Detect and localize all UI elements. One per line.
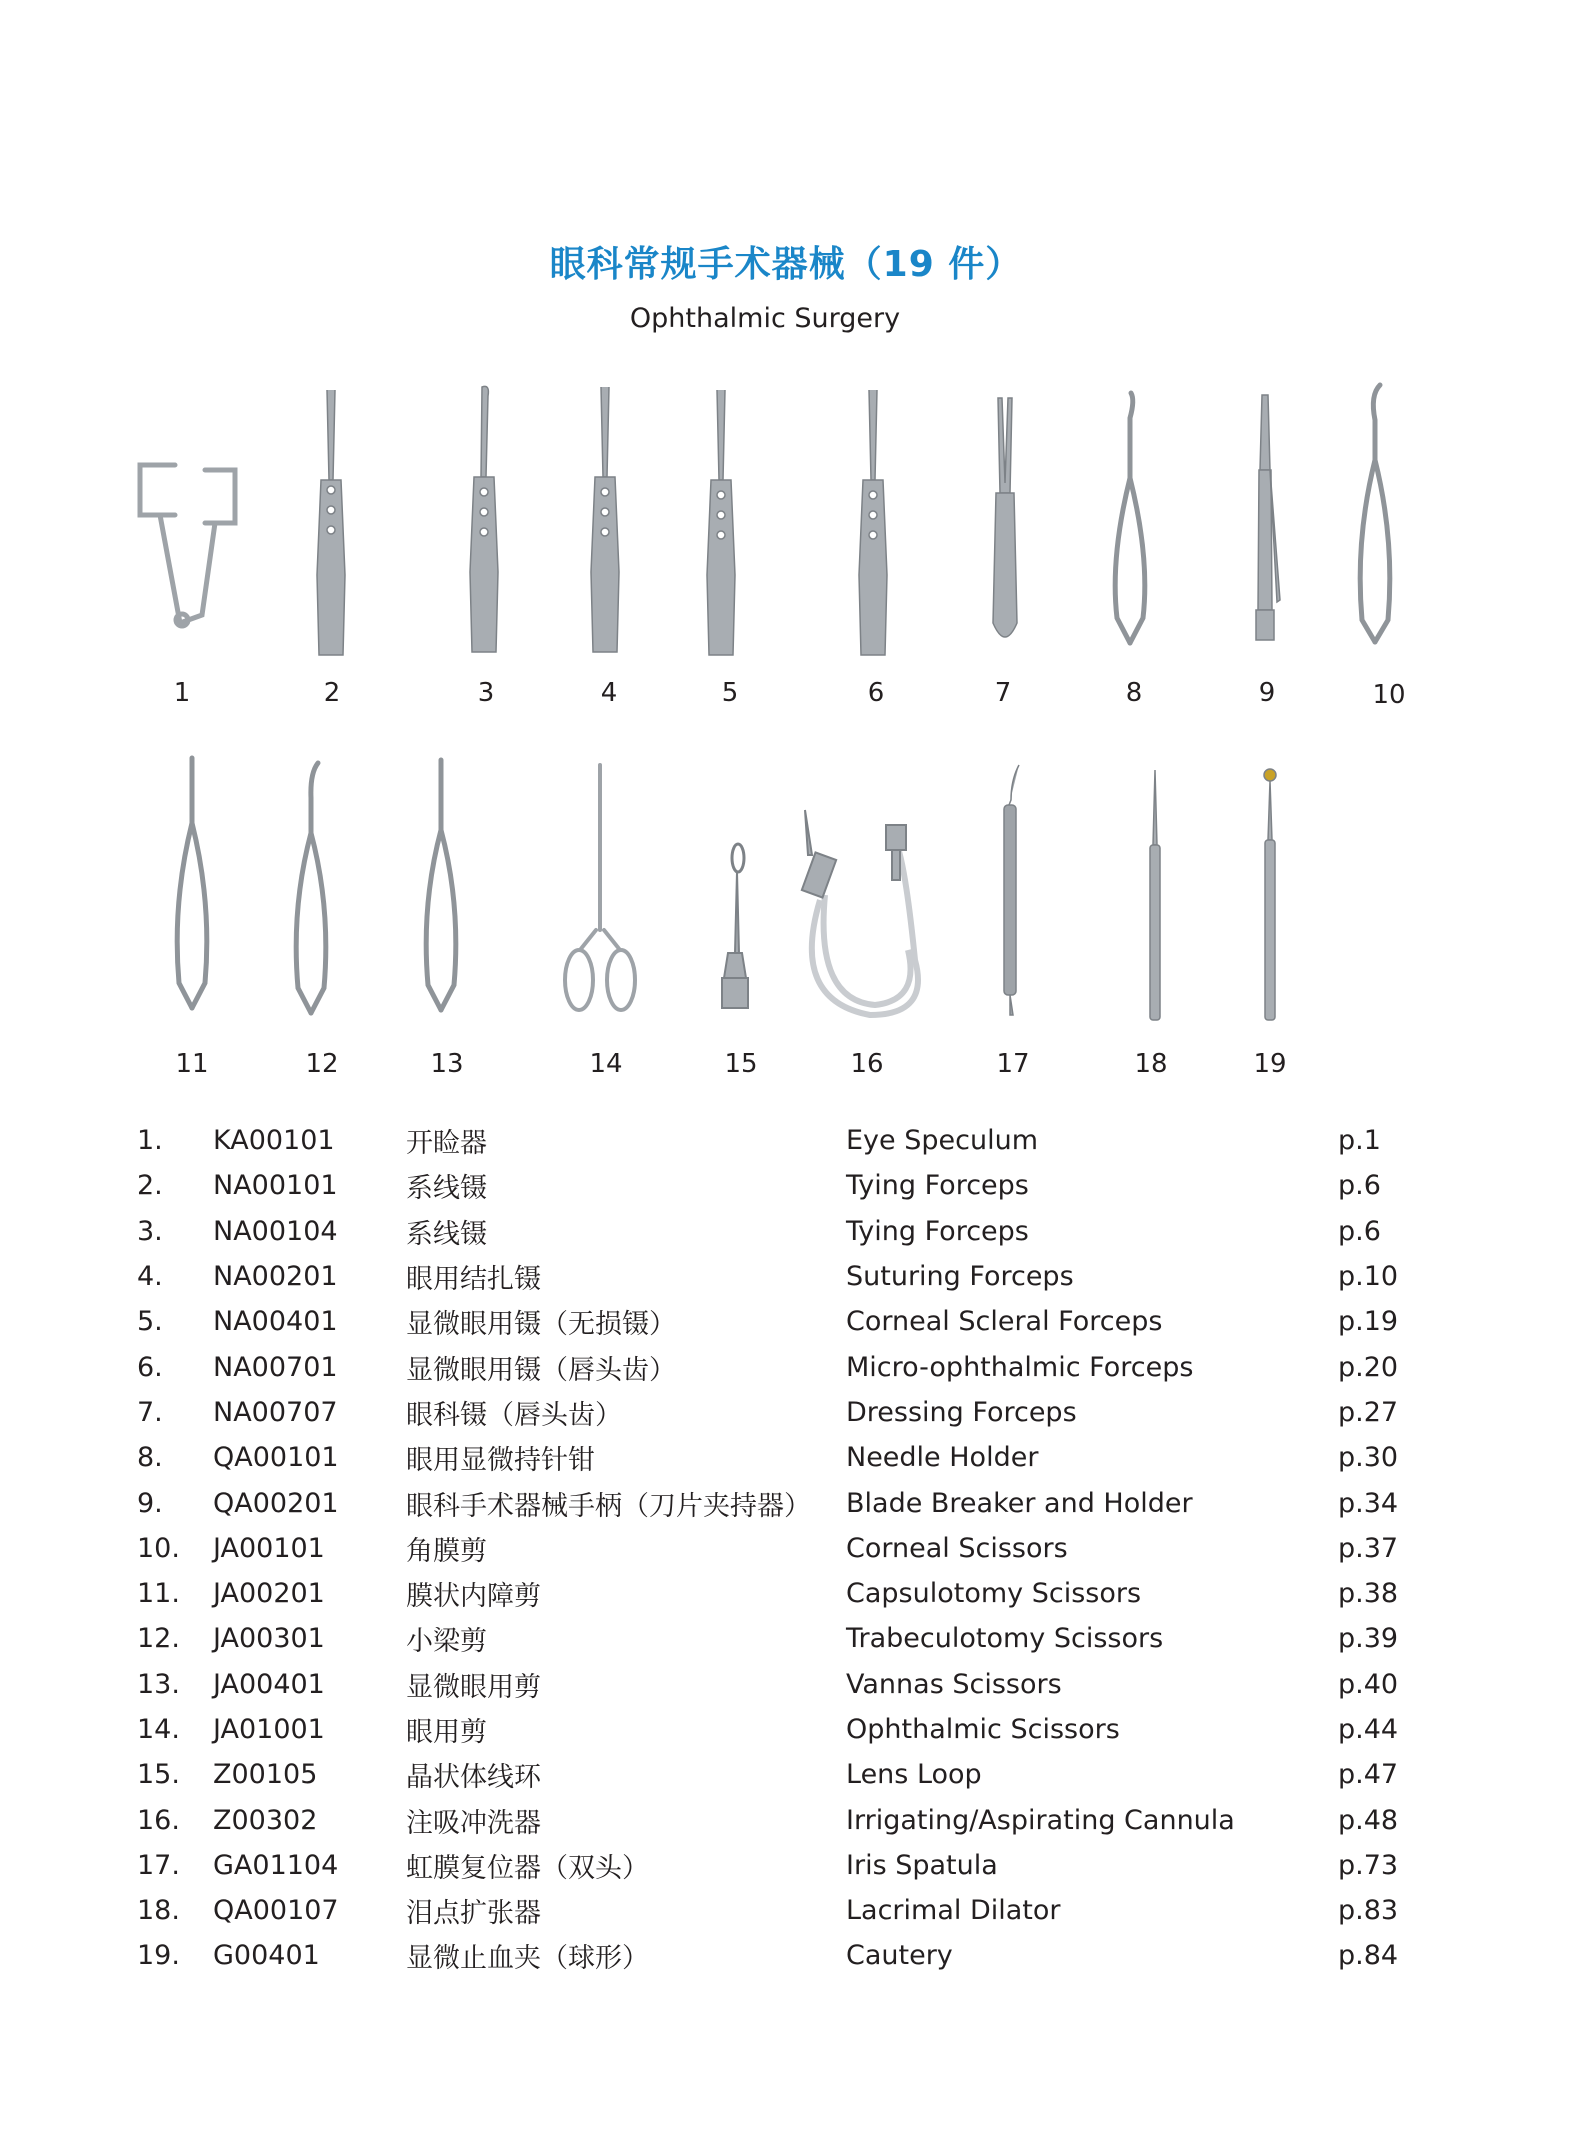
- item-code: JA01001: [213, 1714, 325, 1745]
- instrument-number: 3: [477, 678, 495, 708]
- item-name-cn: 晶状体线环: [406, 1762, 541, 1794]
- item-name-en: Lens Loop: [846, 1759, 982, 1791]
- item-number: 4.: [137, 1261, 163, 1293]
- item-name-cn: 显微眼用剪: [406, 1671, 541, 1703]
- list-item: [137, 1163, 1408, 1208]
- instrument-number: 15: [724, 1049, 758, 1079]
- item-page: p.40: [1338, 1668, 1399, 1700]
- item-name-cn: 显微眼用镊（无损镊）: [406, 1309, 676, 1341]
- item-name-en: Trabeculotomy Scissors: [846, 1623, 1164, 1655]
- list-item: [137, 1616, 1408, 1661]
- item-name-cn: 泪点扩张器: [406, 1898, 541, 1930]
- corneal-scleral-forceps-icon: [701, 385, 741, 660]
- item-name-cn: 眼用剪: [406, 1717, 487, 1748]
- item-name-en: Ophthalmic Scissors: [846, 1714, 1120, 1745]
- dressing-forceps-icon: [988, 393, 1022, 653]
- item-name-cn: 虹膜复位器（双头）: [406, 1852, 649, 1884]
- micro-ophthalmic-forceps-icon: [853, 385, 893, 660]
- item-code: NA00101: [213, 1170, 338, 1202]
- item-name-cn: 眼用结扎镊: [406, 1264, 541, 1296]
- instrument-number: 11: [175, 1049, 209, 1079]
- item-name-en: Cautery: [846, 1940, 953, 1972]
- item-code: JA00101: [213, 1532, 325, 1564]
- item-number: 13.: [137, 1668, 180, 1700]
- item-code: GA01104: [213, 1849, 339, 1881]
- item-page: p.6: [1338, 1215, 1381, 1247]
- blade-breaker-icon: [1250, 390, 1286, 645]
- list-item: [137, 1526, 1408, 1571]
- item-number: 17.: [137, 1849, 180, 1881]
- instrument-number: 16: [850, 1049, 884, 1079]
- instrument-number: 2: [323, 678, 341, 708]
- suturing-forceps-icon: [585, 382, 625, 657]
- item-name-cn: 眼用显微持针钳: [406, 1445, 595, 1477]
- item-code: NA00707: [213, 1396, 338, 1428]
- item-number: 1.: [137, 1125, 163, 1157]
- item-page: p.39: [1338, 1623, 1399, 1655]
- list-item: [137, 1752, 1408, 1797]
- list-item: [137, 1254, 1408, 1299]
- item-page: p.44: [1338, 1714, 1399, 1745]
- item-name-en: Blade Breaker and Holder: [846, 1487, 1193, 1519]
- corneal-scissors-icon: [1350, 380, 1400, 645]
- iris-spatula-icon: [993, 760, 1027, 1020]
- list-item: [137, 1888, 1408, 1933]
- item-name-en: Vannas Scissors: [846, 1668, 1062, 1700]
- item-code: NA00701: [213, 1351, 338, 1383]
- item-name-en: Tying Forceps: [846, 1170, 1029, 1202]
- item-number: 2.: [137, 1170, 163, 1202]
- lens-loop-icon: [710, 838, 760, 1018]
- item-page: p.10: [1338, 1261, 1399, 1293]
- item-name-en: Capsulotomy Scissors: [846, 1578, 1142, 1610]
- item-number: 6.: [137, 1351, 163, 1383]
- tying-forceps-icon: [464, 382, 504, 657]
- list-item: [137, 1571, 1408, 1616]
- item-name-en: Lacrimal Dilator: [846, 1895, 1061, 1927]
- item-name-cn: 显微止血夹（球形）: [406, 1943, 649, 1975]
- item-name-en: Corneal Scissors: [846, 1532, 1068, 1564]
- item-name-cn: 系线镊: [406, 1218, 487, 1250]
- item-name-cn: 角膜剪: [406, 1535, 487, 1567]
- list-item: [137, 1480, 1408, 1525]
- list-item: [137, 1662, 1408, 1707]
- item-number: 9.: [137, 1487, 163, 1519]
- list-item: [137, 1209, 1408, 1254]
- item-code: Z00302: [213, 1804, 318, 1836]
- item-code: KA00101: [213, 1125, 335, 1157]
- instrument-number: 19: [1253, 1049, 1287, 1079]
- item-number: 8.: [137, 1442, 163, 1474]
- item-page: p.20: [1338, 1351, 1399, 1383]
- item-number: 11.: [137, 1578, 180, 1610]
- item-name-en: Micro-ophthalmic Forceps: [846, 1351, 1194, 1383]
- item-name-cn: 眼科手术器械手柄（刀片夹持器）: [406, 1490, 811, 1522]
- instrument-number: 13: [430, 1049, 464, 1079]
- page-title: 眼科常规手术器械（19 件）: [549, 244, 1023, 285]
- item-number: 12.: [137, 1623, 180, 1655]
- instrument-number: 18: [1134, 1049, 1168, 1079]
- item-name-en: Corneal Scleral Forceps: [846, 1306, 1163, 1338]
- item-number: 10.: [137, 1532, 180, 1564]
- lacrimal-dilator-icon: [1140, 765, 1170, 1025]
- capsulotomy-scissors-icon: [167, 753, 217, 1013]
- item-page: p.38: [1338, 1578, 1399, 1610]
- item-code: Z00105: [213, 1759, 318, 1791]
- ophthalmic-scissors-icon: [560, 760, 640, 1020]
- list-item: [137, 1435, 1408, 1480]
- trabeculotomy-scissors-icon: [286, 758, 336, 1018]
- cautery-icon: [1255, 760, 1285, 1025]
- instrument-number: 12: [305, 1049, 339, 1079]
- item-code: NA00104: [213, 1215, 338, 1247]
- instrument-number: 9: [1258, 678, 1276, 708]
- list-item: [137, 1344, 1408, 1389]
- item-name-cn: 小梁剪: [406, 1626, 487, 1658]
- item-code: G00401: [213, 1940, 320, 1972]
- item-number: 5.: [137, 1306, 163, 1338]
- instrument-number: 6: [867, 678, 885, 708]
- item-name-en: Irrigating/Aspirating Cannula: [846, 1804, 1235, 1836]
- tying-forceps-icon: [311, 385, 351, 660]
- item-name-cn: 开睑器: [406, 1128, 487, 1160]
- item-code: NA00401: [213, 1306, 338, 1338]
- eye-speculum-icon: [130, 455, 250, 635]
- item-name-en: Suturing Forceps: [846, 1261, 1074, 1293]
- item-number: 3.: [137, 1215, 163, 1247]
- list-item: [137, 1933, 1408, 1978]
- item-page: p.30: [1338, 1442, 1399, 1474]
- item-number: 7.: [137, 1396, 163, 1428]
- item-code: JA00401: [213, 1668, 325, 1700]
- instrument-number: 14: [589, 1049, 623, 1079]
- item-code: NA00201: [213, 1261, 338, 1293]
- item-name-en: Tying Forceps: [846, 1215, 1029, 1247]
- instrument-number: 10: [1372, 680, 1406, 710]
- item-name-cn: 注吸冲洗器: [406, 1807, 541, 1839]
- item-name-cn: 膜状内障剪: [406, 1581, 541, 1613]
- instrument-number: 4: [600, 678, 618, 708]
- item-page: p.47: [1338, 1759, 1399, 1791]
- page-subtitle: Ophthalmic Surgery: [629, 303, 901, 334]
- item-page: p.19: [1338, 1306, 1399, 1338]
- item-name-en: Dressing Forceps: [846, 1396, 1077, 1428]
- list-item: [137, 1797, 1408, 1842]
- item-code: QA00107: [213, 1895, 339, 1927]
- list-item: [137, 1707, 1408, 1752]
- item-page: p.1: [1338, 1125, 1381, 1157]
- instrument-list: [137, 1118, 1408, 1979]
- item-name-cn: 系线镊: [406, 1173, 487, 1205]
- item-number: 14.: [137, 1714, 180, 1745]
- item-page: p.6: [1338, 1170, 1381, 1202]
- item-page: p.48: [1338, 1804, 1399, 1836]
- item-page: p.37: [1338, 1532, 1399, 1564]
- item-number: 19.: [137, 1940, 180, 1972]
- item-name-en: Eye Speculum: [846, 1125, 1038, 1157]
- item-name-en: Iris Spatula: [846, 1849, 998, 1881]
- item-name-en: Needle Holder: [846, 1442, 1039, 1474]
- item-page: p.83: [1338, 1895, 1399, 1927]
- list-item: [137, 1390, 1408, 1435]
- instrument-number: 7: [994, 678, 1012, 708]
- item-number: 18.: [137, 1895, 180, 1927]
- item-code: QA00101: [213, 1442, 339, 1474]
- item-name-cn: 显微眼用镊（唇头齿）: [406, 1354, 676, 1386]
- item-code: QA00201: [213, 1487, 339, 1519]
- needle-holder-icon: [1105, 388, 1155, 648]
- instrument-number: 1: [173, 678, 191, 708]
- item-page: p.84: [1338, 1940, 1399, 1972]
- instrument-number: 17: [996, 1049, 1030, 1079]
- list-item: [137, 1843, 1408, 1888]
- item-number: 15.: [137, 1759, 180, 1791]
- item-number: 16.: [137, 1804, 180, 1836]
- item-page: p.27: [1338, 1396, 1399, 1428]
- list-item: [137, 1299, 1408, 1344]
- item-page: p.34: [1338, 1487, 1399, 1519]
- item-name-cn: 眼科镊（唇头齿）: [406, 1399, 622, 1431]
- item-code: JA00301: [213, 1623, 325, 1655]
- vannas-scissors-icon: [416, 755, 466, 1015]
- irrigating-cannula-icon: [800, 800, 940, 1030]
- item-code: JA00201: [213, 1578, 325, 1610]
- instrument-number: 8: [1125, 678, 1143, 708]
- instrument-number: 5: [721, 678, 739, 708]
- item-page: p.73: [1338, 1849, 1399, 1881]
- list-item: [137, 1118, 1408, 1163]
